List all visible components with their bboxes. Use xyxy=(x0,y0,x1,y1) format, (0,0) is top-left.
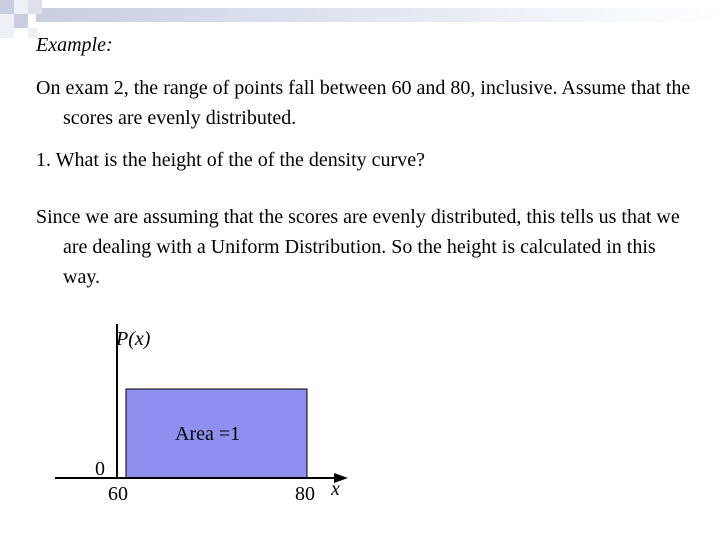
x-axis-label: x xyxy=(331,478,340,500)
lower-bound-label: 60 xyxy=(108,483,128,505)
origin-label: 0 xyxy=(95,458,105,480)
question-paragraph: 1. What is the height of the of the density curve? xyxy=(36,149,425,171)
answer-paragraph: Since we are assuming that the scores are evenly distributed, this tells us that we are dealing with a Uniform Distribution. So the height is calculated in this way. xyxy=(36,206,680,288)
y-axis-label: P(x) xyxy=(116,328,151,350)
intro-paragraph: On exam 2, the range of points fall between 60 and 80, inclusive. Assume that the scores are evenly distributed. xyxy=(36,77,691,129)
area-label: Area =1 xyxy=(175,423,241,445)
slide-title: Example: xyxy=(36,34,113,56)
upper-bound-label: 80 xyxy=(295,483,315,505)
